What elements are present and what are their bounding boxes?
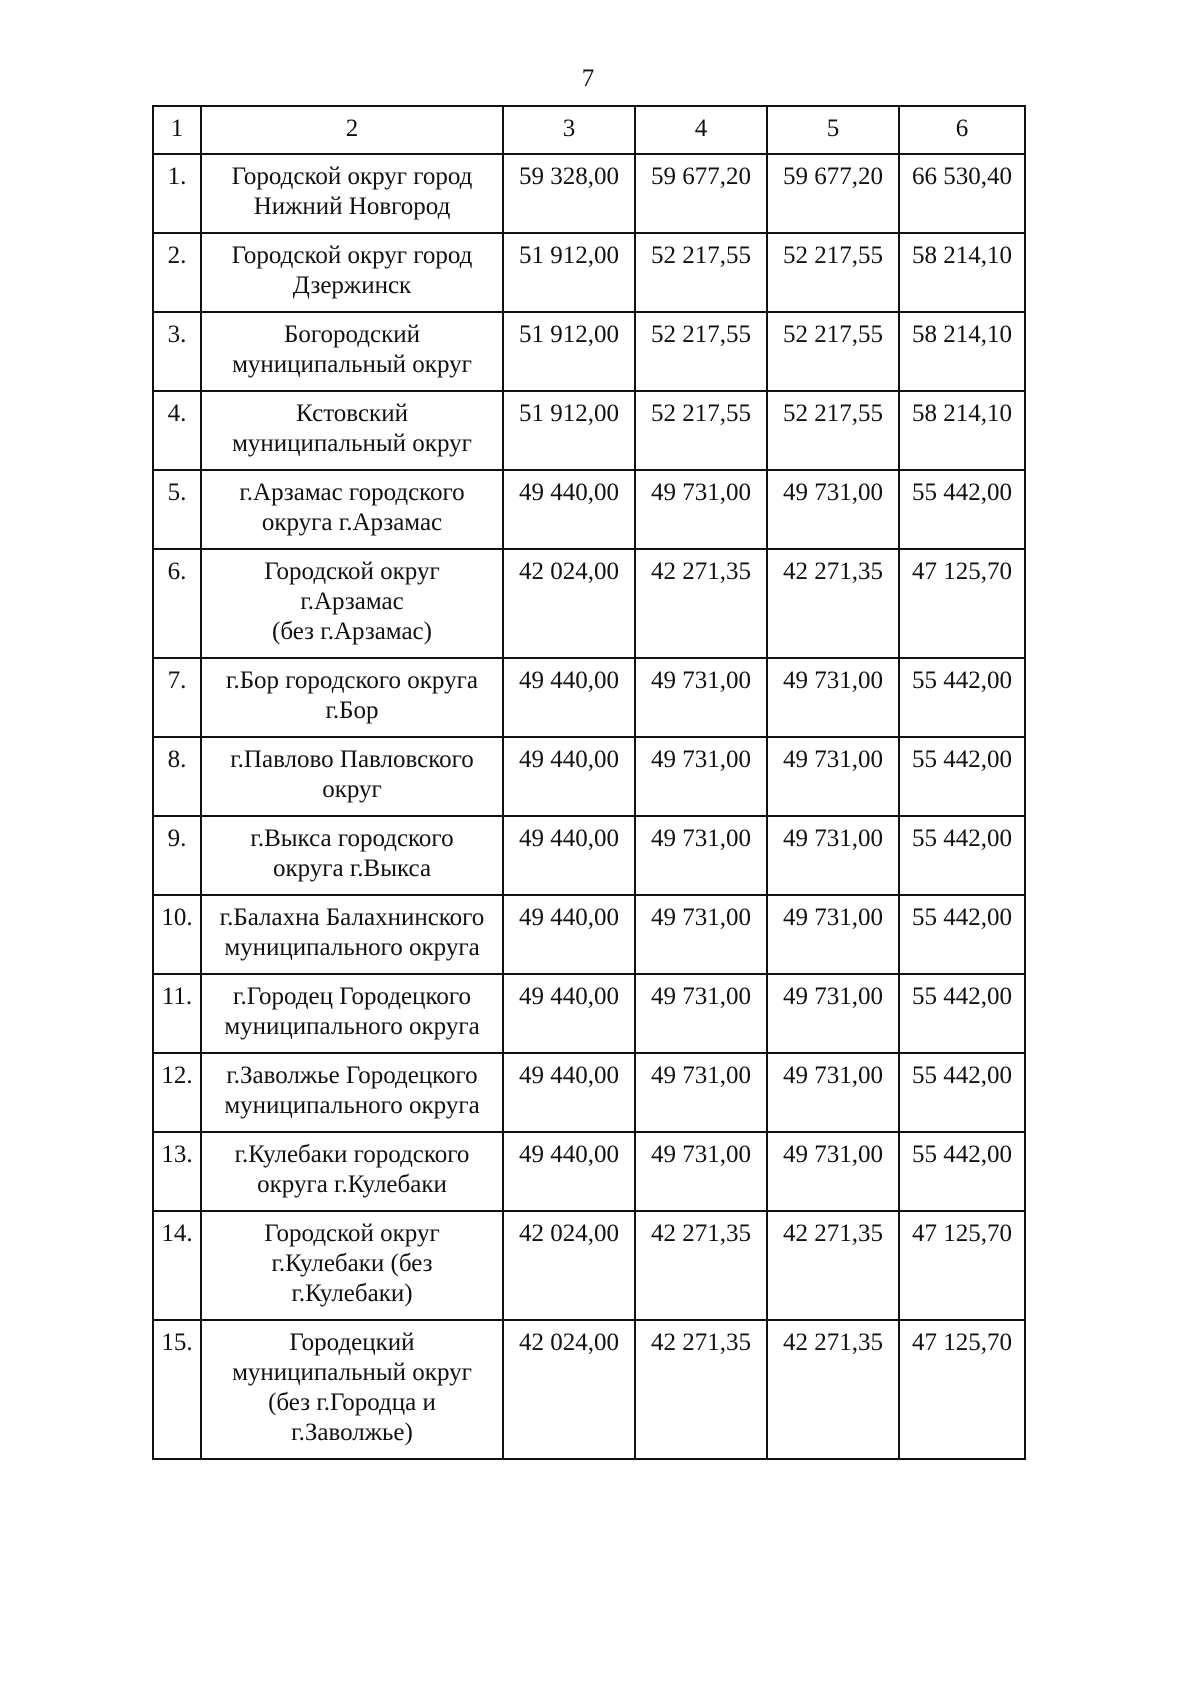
territory-name-line: г.Бор bbox=[325, 697, 379, 724]
territory-name-line: г.Кулебаки) bbox=[291, 1280, 413, 1307]
territory-name-line: муниципальный округ bbox=[232, 430, 472, 457]
territory-name-line: г.Городец Городецкого bbox=[233, 983, 471, 1010]
row-number-cell: 4. bbox=[153, 391, 201, 470]
value-cell-col-5: 42 271,35 bbox=[767, 1211, 899, 1320]
row-number-cell: 9. bbox=[153, 816, 201, 895]
value-cell-col-3: 49 440,00 bbox=[503, 974, 635, 1053]
value-cell-col-6: 55 442,00 bbox=[899, 470, 1025, 549]
territory-name-line: г.Выкса городского bbox=[250, 825, 454, 852]
value-cell-col-5: 59 677,20 bbox=[767, 154, 899, 233]
table-row bbox=[153, 816, 1025, 895]
row-number-cell: 10. bbox=[153, 895, 201, 974]
table-row bbox=[153, 391, 1025, 470]
value-cell-col-3: 42 024,00 bbox=[503, 1211, 635, 1320]
territory-name-line: г.Арзамас городского bbox=[239, 479, 465, 506]
territory-name-line: муниципального округа bbox=[224, 1092, 480, 1119]
value-cell-col-6: 55 442,00 bbox=[899, 1053, 1025, 1132]
data-table bbox=[152, 105, 1026, 1460]
value-cell-col-3: 49 440,00 bbox=[503, 1132, 635, 1211]
column-number-cell: 4 bbox=[635, 106, 767, 154]
value-cell-col-6: 55 442,00 bbox=[899, 1132, 1025, 1211]
table-row bbox=[153, 154, 1025, 233]
territory-name-line: Кстовский bbox=[296, 400, 408, 427]
value-cell-col-3: 51 912,00 bbox=[503, 312, 635, 391]
value-cell-col-3: 59 328,00 bbox=[503, 154, 635, 233]
row-number-cell: 7. bbox=[153, 658, 201, 737]
territory-name-line: округа г.Кулебаки bbox=[257, 1171, 447, 1198]
value-cell-col-4: 52 217,55 bbox=[635, 391, 767, 470]
row-number-cell: 1. bbox=[153, 154, 201, 233]
value-cell-col-5: 49 731,00 bbox=[767, 658, 899, 737]
territory-name-cell bbox=[201, 816, 503, 895]
table-row bbox=[153, 233, 1025, 312]
territory-name-line: Городской округ город bbox=[231, 242, 473, 269]
value-cell-col-6: 55 442,00 bbox=[899, 895, 1025, 974]
territory-name-cell bbox=[201, 895, 503, 974]
value-cell-col-5: 49 731,00 bbox=[767, 470, 899, 549]
value-cell-col-4: 49 731,00 bbox=[635, 895, 767, 974]
value-cell-col-3: 42 024,00 bbox=[503, 1320, 635, 1459]
value-cell-col-6: 58 214,10 bbox=[899, 312, 1025, 391]
table-row bbox=[153, 1053, 1025, 1132]
row-number-cell: 13. bbox=[153, 1132, 201, 1211]
value-cell-col-5: 49 731,00 bbox=[767, 737, 899, 816]
value-cell-col-4: 42 271,35 bbox=[635, 549, 767, 658]
territory-name-line: муниципальный округ bbox=[232, 351, 472, 378]
column-number-row bbox=[153, 106, 1025, 154]
value-cell-col-4: 49 731,00 bbox=[635, 1132, 767, 1211]
value-cell-col-3: 42 024,00 bbox=[503, 549, 635, 658]
value-cell-col-3: 49 440,00 bbox=[503, 737, 635, 816]
territory-name-line: г.Балахна Балахнинского bbox=[219, 904, 485, 931]
territory-name-line: Городской округ город bbox=[231, 163, 473, 190]
value-cell-col-5: 49 731,00 bbox=[767, 816, 899, 895]
row-number-cell: 11. bbox=[153, 974, 201, 1053]
column-number-cell: 1 bbox=[153, 106, 201, 154]
territory-name-line: Городской округ bbox=[264, 558, 440, 585]
value-cell-col-5: 42 271,35 bbox=[767, 549, 899, 658]
row-number-cell: 6. bbox=[153, 549, 201, 658]
value-cell-col-4: 59 677,20 bbox=[635, 154, 767, 233]
territory-name-line: г.Кулебаки городского bbox=[234, 1141, 470, 1168]
territory-name-line: Богородский bbox=[284, 321, 420, 348]
value-cell-col-4: 49 731,00 bbox=[635, 974, 767, 1053]
table-row bbox=[153, 1211, 1025, 1320]
value-cell-col-4: 49 731,00 bbox=[635, 470, 767, 549]
value-cell-col-5: 49 731,00 bbox=[767, 1132, 899, 1211]
territory-name-cell bbox=[201, 1211, 503, 1320]
value-cell-col-4: 49 731,00 bbox=[635, 658, 767, 737]
value-cell-col-3: 51 912,00 bbox=[503, 233, 635, 312]
territory-name-cell bbox=[201, 974, 503, 1053]
row-number-cell: 14. bbox=[153, 1211, 201, 1320]
territory-name-line: Дзержинск bbox=[292, 272, 412, 299]
value-cell-col-6: 58 214,10 bbox=[899, 233, 1025, 312]
territory-name-cell bbox=[201, 549, 503, 658]
row-number-cell: 8. bbox=[153, 737, 201, 816]
territory-name-cell bbox=[201, 154, 503, 233]
table-row bbox=[153, 658, 1025, 737]
territory-name-line: Городской округ bbox=[264, 1220, 440, 1247]
value-cell-col-4: 42 271,35 bbox=[635, 1211, 767, 1320]
value-cell-col-6: 47 125,70 bbox=[899, 549, 1025, 658]
value-cell-col-5: 49 731,00 bbox=[767, 974, 899, 1053]
row-number-cell: 2. bbox=[153, 233, 201, 312]
value-cell-col-4: 52 217,55 bbox=[635, 312, 767, 391]
value-cell-col-5: 52 217,55 bbox=[767, 312, 899, 391]
value-cell-col-3: 49 440,00 bbox=[503, 658, 635, 737]
territory-name-cell bbox=[201, 1132, 503, 1211]
table-body bbox=[153, 106, 1025, 1459]
value-cell-col-3: 49 440,00 bbox=[503, 1053, 635, 1132]
value-cell-col-4: 49 731,00 bbox=[635, 1053, 767, 1132]
territory-name-line: г.Кулебаки (без bbox=[271, 1250, 433, 1277]
territory-name-line: г.Бор городского округа bbox=[226, 667, 478, 694]
territory-name-line: (без г.Арзамас) bbox=[272, 618, 432, 645]
value-cell-col-6: 66 530,40 bbox=[899, 154, 1025, 233]
territory-name-line: г.Павлово Павловского bbox=[230, 746, 474, 773]
column-number-cell: 3 bbox=[503, 106, 635, 154]
table-row bbox=[153, 737, 1025, 816]
territory-name-cell bbox=[201, 233, 503, 312]
territory-name-line: муниципального округа bbox=[224, 1013, 480, 1040]
table-row bbox=[153, 974, 1025, 1053]
territory-name-cell bbox=[201, 1053, 503, 1132]
value-cell-col-5: 52 217,55 bbox=[767, 233, 899, 312]
territory-name-cell bbox=[201, 658, 503, 737]
territory-name-line: муниципального округа bbox=[224, 934, 480, 961]
value-cell-col-3: 49 440,00 bbox=[503, 816, 635, 895]
territory-name-line: г.Заволжье Городецкого bbox=[226, 1062, 478, 1089]
row-number-cell: 12. bbox=[153, 1053, 201, 1132]
territory-name-cell bbox=[201, 1320, 503, 1459]
territory-name-line: округа г.Выкса bbox=[272, 855, 432, 882]
territory-name-cell bbox=[201, 391, 503, 470]
table-row bbox=[153, 1132, 1025, 1211]
value-cell-col-3: 51 912,00 bbox=[503, 391, 635, 470]
territory-name-line: г.Арзамас bbox=[300, 588, 404, 615]
territory-name-cell bbox=[201, 470, 503, 549]
row-number-cell: 15. bbox=[153, 1320, 201, 1459]
territory-name-line: округ bbox=[322, 776, 382, 803]
value-cell-col-6: 47 125,70 bbox=[899, 1320, 1025, 1459]
territory-name-line: г.Заволжье) bbox=[291, 1419, 413, 1446]
value-cell-col-5: 52 217,55 bbox=[767, 391, 899, 470]
territory-name-cell bbox=[201, 737, 503, 816]
value-cell-col-4: 49 731,00 bbox=[635, 816, 767, 895]
value-cell-col-6: 55 442,00 bbox=[899, 737, 1025, 816]
territory-name-line: (без г.Городца и bbox=[268, 1389, 436, 1416]
table-row bbox=[153, 312, 1025, 391]
territory-name-cell bbox=[201, 312, 503, 391]
page-number: 7 bbox=[581, 65, 595, 92]
territory-name-line: Городецкий bbox=[289, 1329, 415, 1356]
row-number-cell: 5. bbox=[153, 470, 201, 549]
table-row bbox=[153, 895, 1025, 974]
column-number-cell: 5 bbox=[767, 106, 899, 154]
territory-name-line: муниципальный округ bbox=[232, 1359, 472, 1386]
value-cell-col-6: 47 125,70 bbox=[899, 1211, 1025, 1320]
value-cell-col-4: 52 217,55 bbox=[635, 233, 767, 312]
table-row bbox=[153, 1320, 1025, 1459]
value-cell-col-6: 55 442,00 bbox=[899, 658, 1025, 737]
value-cell-col-3: 49 440,00 bbox=[503, 470, 635, 549]
value-cell-col-3: 49 440,00 bbox=[503, 895, 635, 974]
value-cell-col-4: 49 731,00 bbox=[635, 737, 767, 816]
table-row bbox=[153, 549, 1025, 658]
value-cell-col-6: 55 442,00 bbox=[899, 974, 1025, 1053]
row-number-cell: 3. bbox=[153, 312, 201, 391]
value-cell-col-5: 42 271,35 bbox=[767, 1320, 899, 1459]
table-row bbox=[153, 470, 1025, 549]
value-cell-col-4: 42 271,35 bbox=[635, 1320, 767, 1459]
value-cell-col-5: 49 731,00 bbox=[767, 1053, 899, 1132]
territory-name-line: Нижний Новгород bbox=[253, 193, 451, 220]
column-number-cell: 6 bbox=[899, 106, 1025, 154]
territory-name-line: округа г.Арзамас bbox=[261, 509, 443, 536]
value-cell-col-6: 55 442,00 bbox=[899, 816, 1025, 895]
value-cell-col-6: 58 214,10 bbox=[899, 391, 1025, 470]
column-number-cell: 2 bbox=[201, 106, 503, 154]
value-cell-col-5: 49 731,00 bbox=[767, 895, 899, 974]
